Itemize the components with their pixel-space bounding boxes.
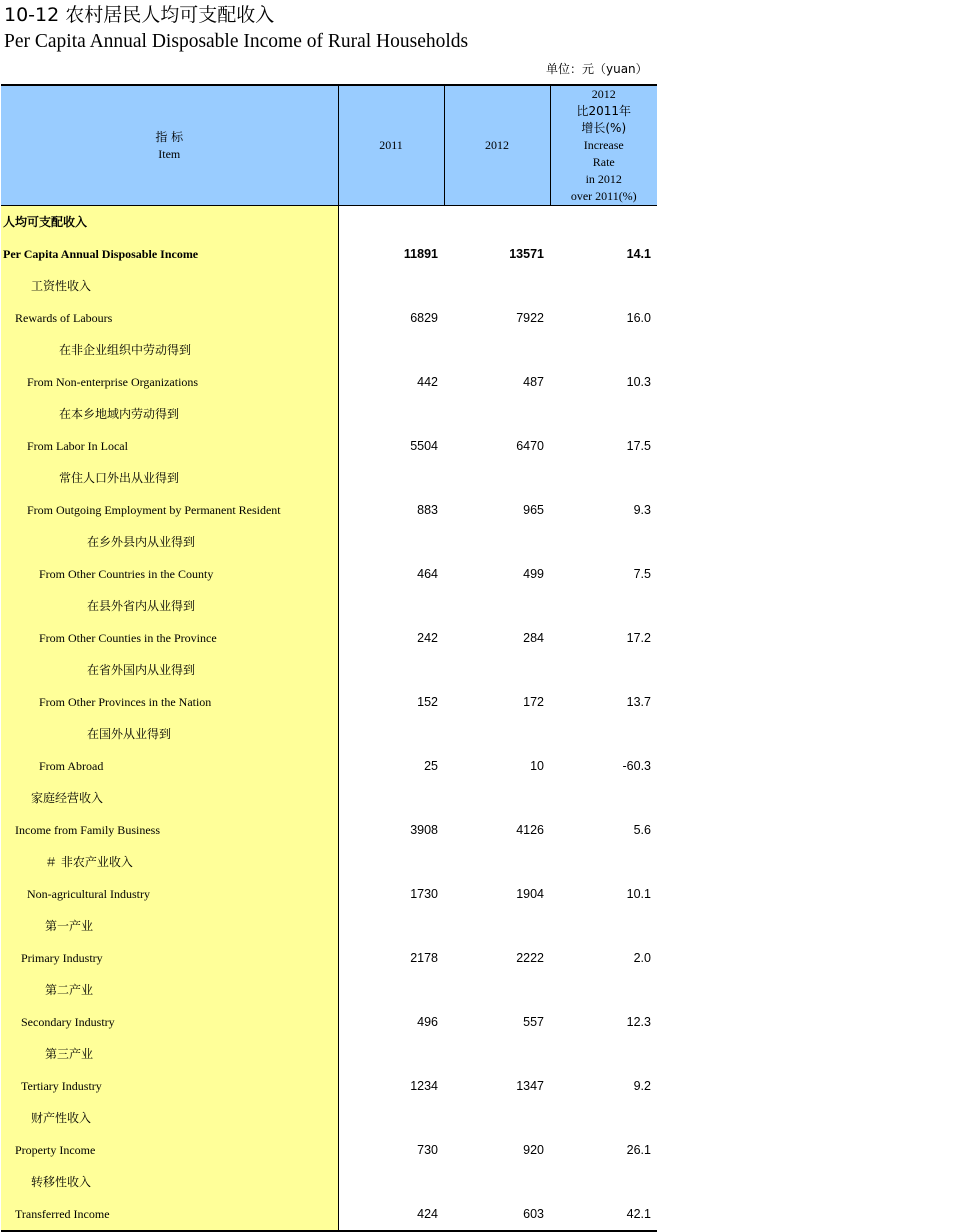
table-row-label-cn xyxy=(1,910,657,942)
value-2011: 496 xyxy=(338,1006,444,1038)
table-title-cn: 10-12 农村居民人均可支配收入 xyxy=(4,4,275,26)
value-2012: 603 xyxy=(444,1198,550,1231)
value-rate: 16.0 xyxy=(626,311,651,325)
table-row xyxy=(1,430,657,462)
value-2011: 464 xyxy=(338,558,444,590)
row-label-en: From Outgoing Employment by Permanent Resident xyxy=(1,494,338,526)
cell-empty xyxy=(550,782,657,814)
cell-empty xyxy=(338,398,444,430)
cell-empty xyxy=(444,1038,550,1070)
row-label-en: From Other Counties in the Province xyxy=(1,622,338,654)
cell-empty xyxy=(444,654,550,686)
row-label-cn: 在国外从业得到 xyxy=(1,718,338,750)
table-row xyxy=(1,1070,657,1102)
table-title-en: Per Capita Annual Disposable Income of Rural Households xyxy=(4,31,469,52)
cell-empty xyxy=(338,910,444,942)
table-row-label-cn xyxy=(1,526,657,558)
value-2012: 965 xyxy=(523,503,544,517)
table-row-label-cn xyxy=(1,206,657,239)
cell-empty xyxy=(338,1166,444,1198)
value-rate: 42.1 xyxy=(550,1198,657,1231)
header-rate-line: Rate xyxy=(592,155,615,169)
cell-empty xyxy=(338,1102,444,1134)
value-rate: 7.5 xyxy=(633,567,651,581)
cell-empty xyxy=(338,590,444,622)
header-rate-line: 比2011年 xyxy=(576,104,632,118)
row-label-cn: 在县外省内从业得到 xyxy=(1,590,338,622)
row-label-cn: 在省外国内从业得到 xyxy=(1,654,338,686)
table-row xyxy=(1,1006,657,1038)
table-row-label-cn xyxy=(1,270,657,302)
value-2012: 920 xyxy=(523,1143,544,1157)
value-2012: 557 xyxy=(523,1015,544,1029)
cell-empty xyxy=(444,910,550,942)
cell-empty xyxy=(444,974,550,1006)
cell-empty xyxy=(338,782,444,814)
cell-empty xyxy=(444,1166,550,1198)
cell-empty xyxy=(550,526,657,558)
row-label-cn: 在非企业组织中劳动得到 xyxy=(1,334,338,366)
table-row-label-cn xyxy=(1,1166,657,1198)
row-label-cn: 财产性收入 xyxy=(1,1102,338,1134)
value-rate: 26.1 xyxy=(626,1143,651,1157)
cell-empty xyxy=(444,206,550,239)
header-item-en: Item xyxy=(158,146,181,161)
value-rate: 17.5 xyxy=(626,439,651,453)
value-rate: 14.1 xyxy=(626,247,651,261)
cell-empty xyxy=(338,462,444,494)
cell-empty xyxy=(338,718,444,750)
row-label-cn: 工资性收入 xyxy=(1,270,338,302)
value-2011: 5504 xyxy=(338,430,444,462)
header-2011: 2011 xyxy=(338,85,444,206)
cell-empty xyxy=(338,334,444,366)
value-2012: 13571 xyxy=(509,247,544,261)
cell-empty xyxy=(444,270,550,302)
table-row xyxy=(1,366,657,398)
row-label-cn: ＃ 非农产业收入 xyxy=(1,846,338,878)
cell-empty xyxy=(444,782,550,814)
value-rate: 9.2 xyxy=(633,1079,651,1093)
unit-label: 单位：元（yuan） xyxy=(546,62,648,76)
table-row xyxy=(1,494,657,526)
table-row-label-cn xyxy=(1,398,657,430)
value-2011: 1730 xyxy=(338,878,444,910)
header-item xyxy=(1,85,338,206)
cell-empty xyxy=(550,846,657,878)
table-row-label-cn xyxy=(1,334,657,366)
table-row xyxy=(1,686,657,718)
cell-empty xyxy=(550,270,657,302)
header-row xyxy=(1,85,657,206)
table-row xyxy=(1,878,657,910)
table-body xyxy=(1,206,657,1232)
cell-empty xyxy=(444,590,550,622)
row-label-en: Per Capita Annual Disposable Income xyxy=(1,238,338,270)
cell-empty xyxy=(550,974,657,1006)
cell-empty xyxy=(550,206,657,239)
table-row xyxy=(1,558,657,590)
header-rate xyxy=(550,85,657,206)
table-row-label-cn xyxy=(1,782,657,814)
header-rate-line: 增长(%) xyxy=(581,121,627,135)
row-label-en: From Other Provinces in the Nation xyxy=(1,686,338,718)
row-label-en: Income from Family Business xyxy=(1,814,338,846)
cell-empty xyxy=(550,654,657,686)
cell-empty xyxy=(550,334,657,366)
row-label-cn: 第三产业 xyxy=(1,1038,338,1070)
table-row-label-cn xyxy=(1,654,657,686)
table-row xyxy=(1,238,657,270)
cell-empty xyxy=(444,846,550,878)
value-rate: 17.2 xyxy=(626,631,651,645)
value-2012: 6470 xyxy=(516,439,544,453)
value-2012: 499 xyxy=(523,567,544,581)
value-2011: 424 xyxy=(338,1198,444,1231)
row-label-cn: 第二产业 xyxy=(1,974,338,1006)
cell-empty xyxy=(338,270,444,302)
value-2011: 6829 xyxy=(338,302,444,334)
value-rate: 5.6 xyxy=(633,823,651,837)
table-row xyxy=(1,1134,657,1166)
income-table xyxy=(1,84,657,1232)
row-label-en: From Labor In Local xyxy=(1,430,338,462)
header-2012: 2012 xyxy=(444,85,550,206)
row-label-en: From Other Countries in the County xyxy=(1,558,338,590)
cell-empty xyxy=(444,334,550,366)
row-label-en: Secondary Industry xyxy=(1,1006,338,1038)
value-2012: 172 xyxy=(523,695,544,709)
row-label-en: From Abroad xyxy=(1,750,338,782)
value-2012: 284 xyxy=(523,631,544,645)
table-row xyxy=(1,814,657,846)
row-label-en: Non-agricultural Industry xyxy=(1,878,338,910)
row-label-cn: 人均可支配收入 xyxy=(1,206,338,239)
table-row-label-cn xyxy=(1,1038,657,1070)
value-rate: 10.3 xyxy=(626,375,651,389)
row-label-cn: 在乡外县内从业得到 xyxy=(1,526,338,558)
row-label-en: Transferred Income xyxy=(1,1198,338,1231)
header-rate-line: Increase xyxy=(583,138,624,152)
value-rate: 9.3 xyxy=(633,503,651,517)
row-label-cn: 常住人口外出从业得到 xyxy=(1,462,338,494)
value-2012: 2222 xyxy=(516,951,544,965)
cell-empty xyxy=(444,718,550,750)
row-label-cn: 在本乡地域内劳动得到 xyxy=(1,398,338,430)
row-label-cn: 家庭经营收入 xyxy=(1,782,338,814)
cell-empty xyxy=(338,526,444,558)
table-row-label-cn xyxy=(1,718,657,750)
table-row xyxy=(1,622,657,654)
value-2011: 3908 xyxy=(338,814,444,846)
row-label-en: From Non-enterprise Organizations xyxy=(1,366,338,398)
table-row xyxy=(1,942,657,974)
cell-empty xyxy=(550,462,657,494)
value-rate: 2.0 xyxy=(633,951,651,965)
table-row-label-cn xyxy=(1,1102,657,1134)
value-2011: 730 xyxy=(338,1134,444,1166)
header-rate-line: in 2012 xyxy=(585,172,622,186)
cell-empty xyxy=(338,974,444,1006)
header-rate-line: 2012 xyxy=(591,87,616,101)
row-label-en: Tertiary Industry xyxy=(1,1070,338,1102)
table-row-label-cn xyxy=(1,462,657,494)
table-row-label-cn xyxy=(1,590,657,622)
value-2011: 883 xyxy=(338,494,444,526)
value-2011: 25 xyxy=(338,750,444,782)
header-rate-line: over 2011(%) xyxy=(570,189,637,203)
cell-empty xyxy=(550,1102,657,1134)
value-2011: 242 xyxy=(338,622,444,654)
table-row-label-cn xyxy=(1,974,657,1006)
cell-empty xyxy=(550,398,657,430)
value-2011: 11891 xyxy=(338,238,444,270)
cell-empty xyxy=(550,1166,657,1198)
table-row xyxy=(1,302,657,334)
value-rate: 13.7 xyxy=(626,695,651,709)
header-item-cn: 指 标 xyxy=(155,129,184,144)
row-label-en: Property Income xyxy=(1,1134,338,1166)
cell-empty xyxy=(444,1102,550,1134)
cell-empty xyxy=(338,1038,444,1070)
value-rate: -60.3 xyxy=(622,759,651,773)
cell-empty xyxy=(550,1038,657,1070)
value-rate: 10.1 xyxy=(626,887,651,901)
value-2012: 1347 xyxy=(516,1079,544,1093)
row-label-en: Primary Industry xyxy=(1,942,338,974)
value-2011: 442 xyxy=(338,366,444,398)
cell-empty xyxy=(444,462,550,494)
value-2012: 1904 xyxy=(516,887,544,901)
cell-empty xyxy=(550,718,657,750)
table-row xyxy=(1,750,657,782)
value-2012: 4126 xyxy=(516,823,544,837)
cell-empty xyxy=(550,590,657,622)
cell-empty xyxy=(550,910,657,942)
value-2012: 10 xyxy=(530,759,544,773)
table-row xyxy=(1,1198,657,1231)
cell-empty xyxy=(338,846,444,878)
cell-empty xyxy=(338,206,444,239)
row-label-cn: 转移性收入 xyxy=(1,1166,338,1198)
value-2012: 487 xyxy=(523,375,544,389)
value-rate: 12.3 xyxy=(626,1015,651,1029)
value-2011: 152 xyxy=(338,686,444,718)
cell-empty xyxy=(444,526,550,558)
table-row-label-cn xyxy=(1,846,657,878)
value-2011: 1234 xyxy=(338,1070,444,1102)
cell-empty xyxy=(444,398,550,430)
value-2012: 7922 xyxy=(516,311,544,325)
data-table-container xyxy=(1,84,657,1232)
value-2011: 2178 xyxy=(338,942,444,974)
row-label-cn: 第一产业 xyxy=(1,910,338,942)
row-label-en: Rewards of Labours xyxy=(1,302,338,334)
cell-empty xyxy=(338,654,444,686)
